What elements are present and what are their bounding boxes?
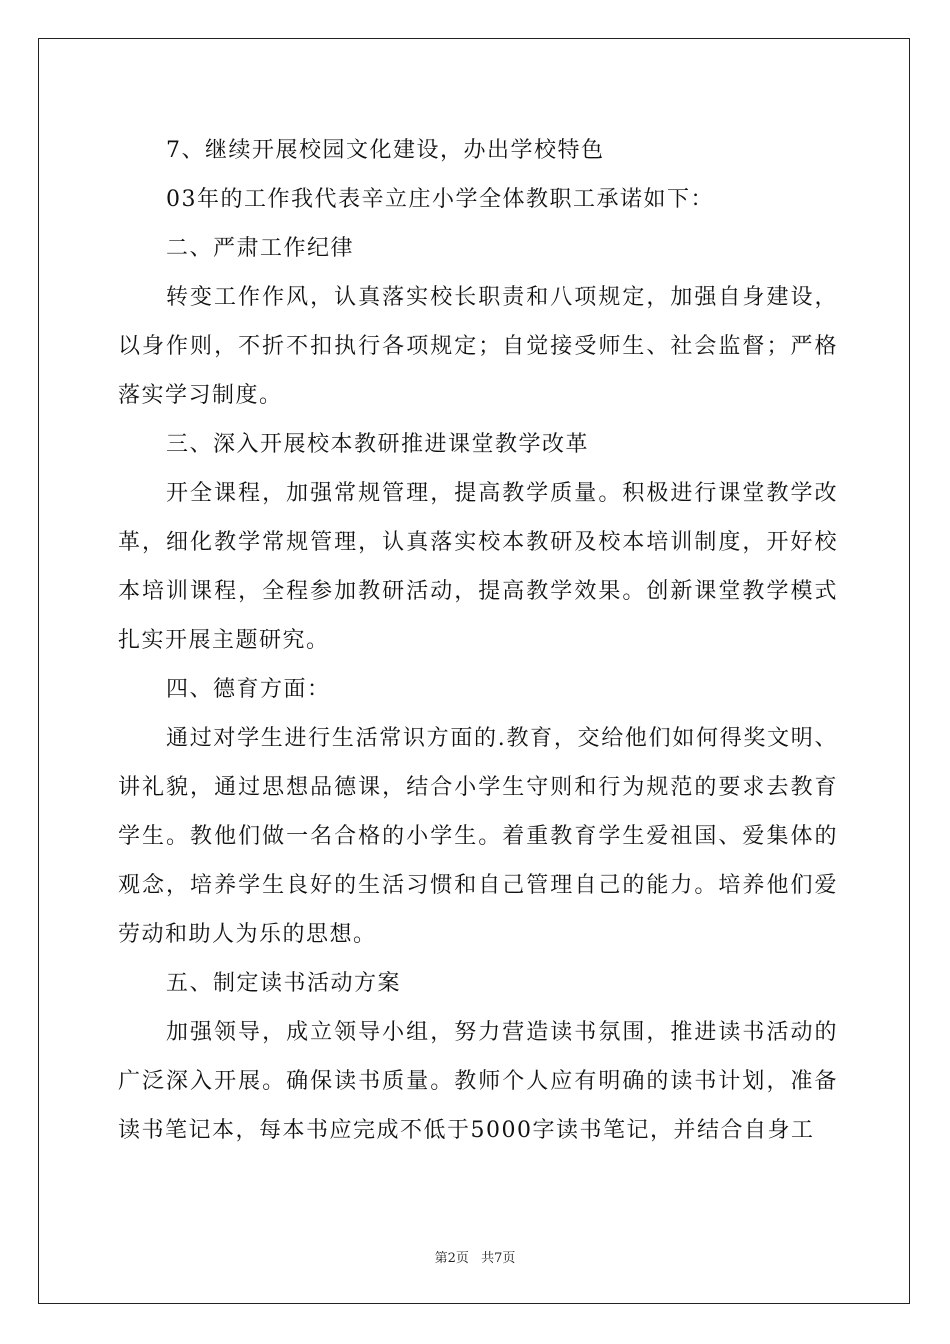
document-body <box>118 126 838 1155</box>
section-body-5: 加强领导，成立领导小组，努力营造读书氛围，推进读书活动的广泛深入开展。确保读书质量。教师个人应有明确的读书计划，准备读书笔记本，每本书应完成不低于5000字读书笔记，并结合自身工 <box>118 1020 838 1143</box>
list-item-7: 7、继续开展校园文化建设，办出学校特色 <box>166 138 605 163</box>
commitment-intro: 03年的工作我代表辛立庄小学全体教职工承诺如下： <box>166 187 714 212</box>
section-body-3: 开全课程，加强常规管理，提高教学质量。积极进行课堂教学改革，细化教学常规管理，认真落实校本教研及校本培训制度，开好校本培训课程，全程参加教研活动，提高教学效果。创新课堂教学模式扎实开展主题研究。 <box>118 481 838 653</box>
page-number: 第2页 <box>434 1251 469 1266</box>
page-total: 共7页 <box>481 1251 516 1266</box>
page-footer <box>0 1247 950 1266</box>
section-body-4: 通过对学生进行生活常识方面的.教育，交给他们如何得奖文明、讲礼貌，通过思想品德课，结合小学生守则和行为规范的要求去教育学生。教他们做一名合格的小学生。着重教育学生爱祖国、爱集体的观念，培养学生良好的生活习惯和自己管理自己的能力。培养他们爱劳动和助人为乐的思想。 <box>118 726 838 947</box>
section-heading-3: 三、深入开展校本教研推进课堂教学改革 <box>166 432 590 457</box>
section-heading-5: 五、制定读书活动方案 <box>166 971 402 996</box>
section-heading-4: 四、德育方面： <box>166 677 331 702</box>
section-heading-2: 二、严肃工作纪律 <box>166 236 355 261</box>
section-body-2: 转变工作作风，认真落实校长职责和八项规定，加强自身建设，以身作则，不折不扣执行各项规定；自觉接受师生、社会监督；严格落实学习制度。 <box>118 285 838 408</box>
